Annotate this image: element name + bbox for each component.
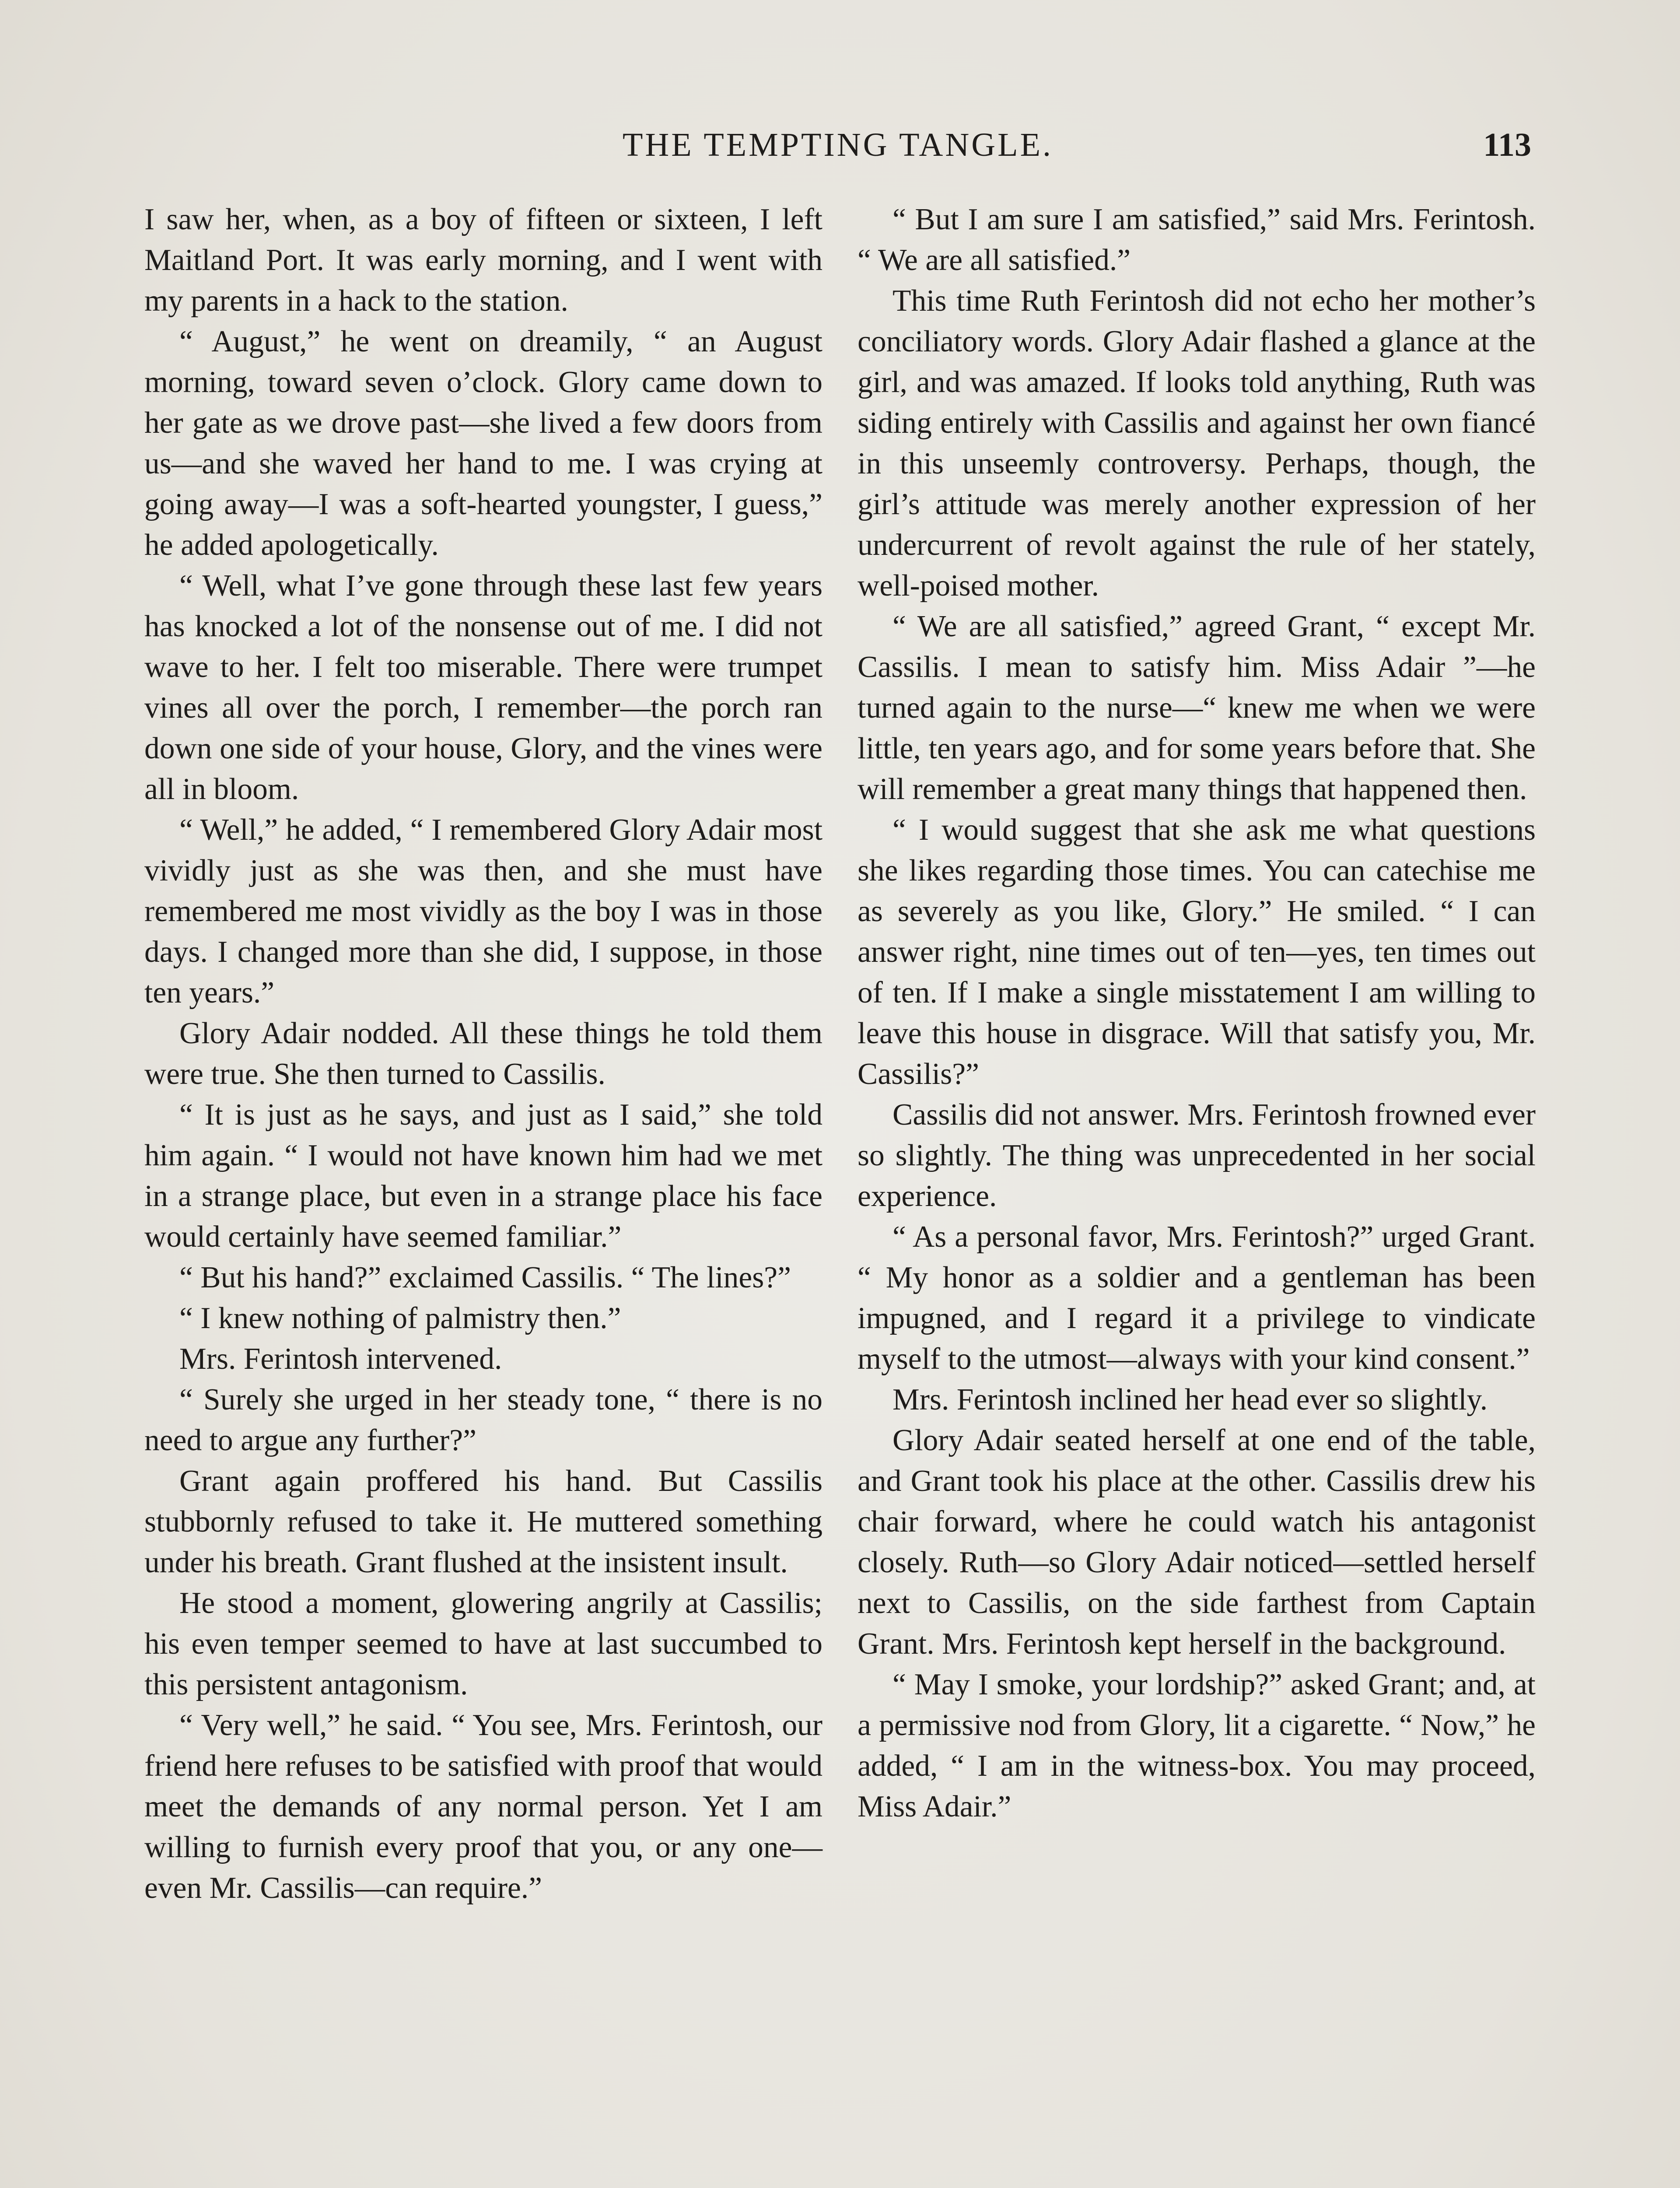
paragraph: “ But I am sure I am satisfied,” said Mrs. Ferintosh. “ We are all satisfied.” — [858, 203, 1536, 277]
paragraph: “ As a personal favor, Mrs. Ferintosh?” urged Grant. “ My honor as a soldier and a gentleman has been impugned, and I regard it a privilege to vindicate myself to the utmost—always with your kind consent.” — [858, 1220, 1536, 1376]
page-number: 113 — [1483, 126, 1531, 163]
paragraph: “ Surely she urged in her steady tone, “ there is no need to argue any further?” — [144, 1383, 822, 1457]
paragraph: “ May I smoke, your lordship?” asked Grant; and, at a permissive nod from Glory, lit a cigarette. “ Now,” he added, “ I am in the witness-box. You may proceed, Miss Adair.” — [858, 1668, 1536, 1823]
paragraph: “ I would suggest that she ask me what questions she likes regarding those times. You can catechise me as severely as you like, Glory.” He smiled. “ I can answer right, nine times out of ten—yes, ten times out of ten. If I make a single misstatement I am willing to leave this house in disgrace. Will that satisfy you, Mr. Cassilis?” — [858, 813, 1536, 1091]
paragraph: “ It is just as he says, and just as I said,” she told him again. “ I would not have known him had we met in a strange place, but even in a strange place his face would certainly have seemed familiar.” — [144, 1098, 822, 1254]
paragraph: Glory Adair nodded. All these things he told them were true. She then turned to Cassilis. — [144, 1017, 822, 1091]
paragraph: He stood a moment, glowering angrily at Cassilis; his even temper seemed to have at last succumbed to this persistent antagonism. — [144, 1586, 822, 1701]
paragraph: Mrs. Ferintosh intervened. — [179, 1342, 502, 1376]
paragraph: “ Well, what I’ve gone through these last few years has knocked a lot of the nonsense out of me. I did not wave to her. I felt too miserable. There were trumpet vines all over the porch, I remember—the porch ran down one side of your house, Glory, and the vines were all in bloom. — [144, 569, 822, 806]
paragraph: “ But his hand?” exclaimed Cassilis. “ The lines?” — [179, 1261, 791, 1294]
right-text-column — [858, 199, 1536, 1827]
paragraph: “ Well,” he added, “ I remembered Glory Adair most vividly just as she was then, and she must have remembered me most vividly as the boy I was in those days. I changed more than she did, I suppose, in those ten years.” — [144, 813, 822, 1010]
page-header — [144, 126, 1531, 179]
left-text-column — [144, 199, 822, 1908]
paragraph: I saw her, when, as a boy of fifteen or sixteen, I left Maitland Port. It was early morning, and I went with my parents in a hack to the station. — [144, 203, 822, 318]
paragraph: “ We are all satisfied,” agreed Grant, “ except Mr. Cassilis. I mean to satisfy him. Miss Adair ”—he turned again to the nurse—“ knew me when we were little, ten years ago, and for some years before that. She will remember a great many things that happened then. — [858, 610, 1536, 806]
paragraph: Glory Adair seated herself at one end of the table, and Grant took his place at the other. Cassilis drew his chair forward, where he could watch his antagonist closely. Ruth—so Glory Adair noticed—settled herself next to Cassilis, on the side farthest from Captain Grant. Mrs. Ferintosh kept herself in the background. — [858, 1424, 1536, 1661]
paragraph: Cassilis did not answer. Mrs. Ferintosh frowned ever so slightly. The thing was unprecedented in her social experience. — [858, 1098, 1536, 1213]
paragraph: Mrs. Ferintosh inclined her head ever so slightly. — [892, 1383, 1488, 1417]
paragraph: This time Ruth Ferintosh did not echo her mother’s conciliatory words. Glory Adair flashed a glance at the girl, and was amazed. If looks told anything, Ruth was siding entirely with Cassilis and against her own fiancé in this unseemly controversy. Perhaps, though, the girl’s attitude was merely another expression of her undercurrent of revolt against the rule of her stately, well-poised mother. — [858, 284, 1536, 603]
paragraph: “ Very well,” he said. “ You see, Mrs. Ferintosh, our friend here refuses to be satisfied with proof that would meet the demands of any normal person. Yet I am willing to furnish every proof that you, or any one—even Mr. Cassilis—can require.” — [144, 1708, 822, 1905]
paragraph: “ I knew nothing of palmistry then.” — [179, 1301, 621, 1335]
paragraph: “ August,” he went on dreamily, “ an August morning, toward seven o’clock. Glory came down to her gate as we drove past—she lived a few doors from us—and she waved her hand to me. I was crying at going away—I was a soft-hearted youngster, I guess,” he added apologetically. — [144, 325, 822, 562]
paragraph: Grant again proffered his hand. But Cassilis stubbornly refused to take it. He muttered something under his breath. Grant flushed at the insistent insult. — [144, 1464, 822, 1579]
running-title: THE TEMPTING TANGLE. — [622, 126, 1054, 163]
